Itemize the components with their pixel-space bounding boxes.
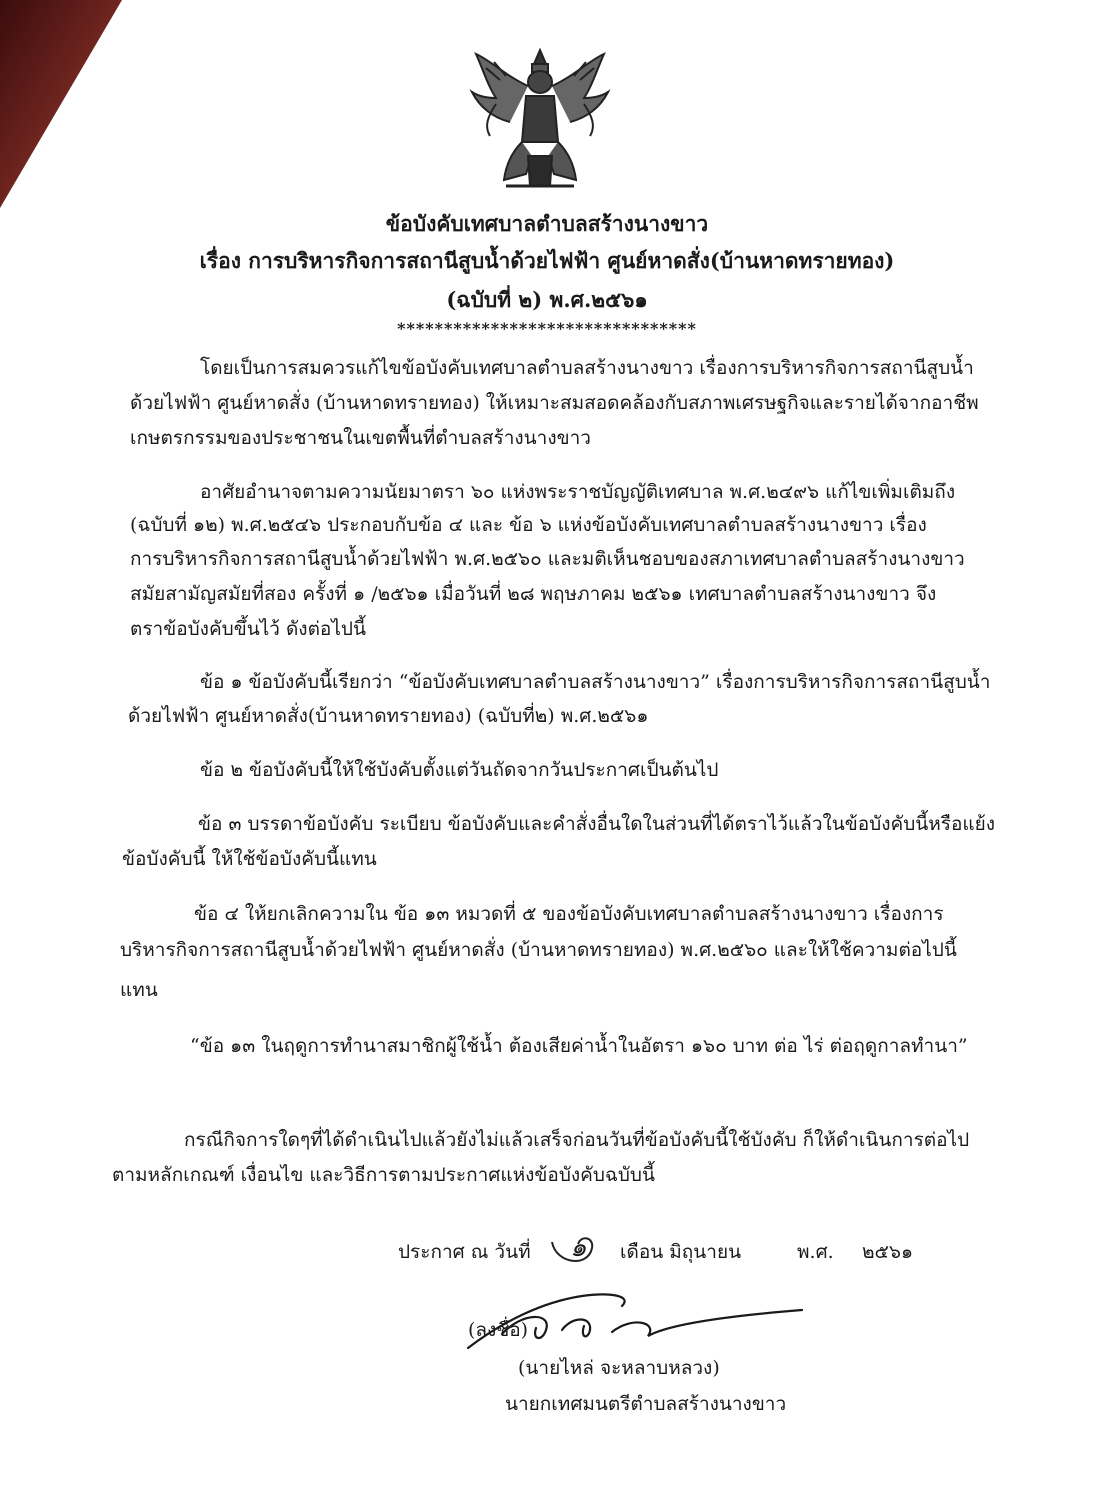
final-paragraph-line: กรณีกิจการใดๆที่ได้ดำเนินไปแล้วยังไม่แล้วเสร็จก่อนวันที่ข้อบังคับนี้ใช้บังคับ ก็ให้ดำเนินการต่อไป: [184, 1129, 970, 1151]
paragraph-2-line: สมัยสามัญสมัยที่สอง ครั้งที่ ๑ /๒๕๖๑ เมื่อวันที่ ๒๘ พฤษภาคม ๒๕๖๑ เทศบาลตำบลสร้างนางขาว จึง: [130, 583, 937, 605]
paragraph-1-line: เกษตรกรรมของประชาชนในเขตพื้นที่ตำบลสร้างนางขาว: [130, 427, 591, 449]
signed-label: (ลงชื่อ): [468, 1319, 529, 1341]
paragraph-1-line: โดยเป็นการสมควรแก้ไขข้อบังคับเทศบาลตำบลสร้างนางขาว เรื่องการบริหารกิจการสถานีสูบน้ำ: [200, 357, 974, 379]
paragraph-2-line: อาศัยอำนาจตามความนัยมาตรา ๖๐ แห่งพระราชบัญญัติเทศบาล พ.ศ.๒๔๙๖ แก้ไขเพิ่มเติมถึง: [200, 481, 956, 503]
announce-year-label: พ.ศ.: [797, 1241, 834, 1263]
paragraph-2-line: (ฉบับที่ ๑๒) พ.ศ.๒๕๔๖ ประกอบกับข้อ ๔ และ ข้อ ๖ แห่งข้อบังคับเทศบาลตำบลสร้างนางขาว เรื่อง: [130, 514, 927, 536]
final-paragraph-line: ตามหลักเกณฑ์ เงื่อนไข และวิธีการตามประกาศแห่งข้อบังคับฉบับนี้: [112, 1164, 655, 1186]
handwritten-signature-icon: [462, 1282, 812, 1362]
clause-1-line: ข้อ ๑ ข้อบังคับนี้เรียกว่า “ข้อบังคับเทศบาลตำบลสร้างนางขาว” เรื่องการบริหารกิจการสถานีสูบน้ำ: [200, 671, 991, 693]
signatory-name: (นายไหล่ จะหลาบหลวง): [518, 1357, 720, 1379]
clause-4-line: ข้อ ๔ ให้ยกเลิกความใน ข้อ ๑๓ หมวดที่ ๕ ของข้อบังคับเทศบาลตำบลสร้างนางขาว เรื่องการ: [194, 903, 944, 925]
document-title: ข้อบังคับเทศบาลตำบลสร้างนางขาว: [385, 211, 709, 236]
dark-corner-fold: [0, 0, 125, 210]
announce-day: ๑: [570, 1233, 587, 1263]
announce-year: ๒๕๖๑: [862, 1241, 914, 1263]
clause-2-line: ข้อ ๒ ข้อบังคับนี้ให้ใช้บังคับตั้งแต่วันถัดจากวันประกาศเป็นต้นไป: [200, 759, 719, 781]
clause-3-line: ข้อบังคับนี้ ให้ใช้ข้อบังคับนี้แทน: [122, 848, 377, 870]
clause-1-line: ด้วยไฟฟ้า ศูนย์หาดสั่ง(บ้านหาดทรายทอง) (ฉบับที่๒) พ.ศ.๒๕๖๑: [128, 705, 649, 727]
document-edition: (ฉบับที่ ๒) พ.ศ.๒๕๖๑: [446, 287, 648, 312]
signatory-position: นายกเทศมนตรีตำบลสร้างนางขาว: [505, 1393, 787, 1415]
announce-month: เดือน มิถุนายน: [620, 1241, 742, 1263]
garuda-emblem-icon: [466, 46, 614, 196]
document-subject: เรื่อง การบริหารกิจการสถานีสูบน้ำด้วยไฟฟ้า ศูนย์หาดสั่ง(บ้านหาดทรายทอง): [199, 248, 895, 273]
separator-stars: ********************************: [397, 319, 697, 338]
paragraph-1-line: ด้วยไฟฟ้า ศูนย์หาดสั่ง (บ้านหาดทรายทอง) ให้เหมาะสมสอดคล้องกับสภาพเศรษฐกิจและรายได้จากอาชีพ: [130, 392, 979, 414]
clause-4-line: แทน: [120, 979, 158, 1001]
clause-3-line: ข้อ ๓ บรรดาข้อบังคับ ระเบียบ ข้อบังคับและคำสั่งอื่นใดในส่วนที่ได้ตราไว้แล้วในข้อบังคับนี้หรือแย้ง: [198, 813, 996, 835]
paragraph-2-line: การบริหารกิจการสถานีสูบน้ำด้วยไฟฟ้า พ.ศ.๒๕๖๐ และมติเห็นชอบของสภาเทศบาลตำบลสร้างนางขาว: [130, 548, 965, 570]
clause-4-line: บริหารกิจการสถานีสูบน้ำด้วยไฟฟ้า ศูนย์หาดสั่ง (บ้านหาดทรายทอง) พ.ศ.๒๕๖๐ และให้ใช้ความต่อไปนี้: [120, 939, 957, 961]
paragraph-2-line: ตราข้อบังคับขึ้นไว้ ดังต่อไปนี้: [130, 618, 366, 640]
handwritten-day-loop-icon: [548, 1230, 598, 1270]
announce-prefix: ประกาศ ณ วันที่: [398, 1241, 531, 1263]
clause-13-quote: “ข้อ ๑๓ ในฤดูการทำนาสมาชิกผู้ใช้น้ำ ต้องเสียค่าน้ำในอัตรา ๑๖๐ บาท ต่อ ไร่ ต่อฤดูกาลทำนา”: [190, 1035, 968, 1057]
